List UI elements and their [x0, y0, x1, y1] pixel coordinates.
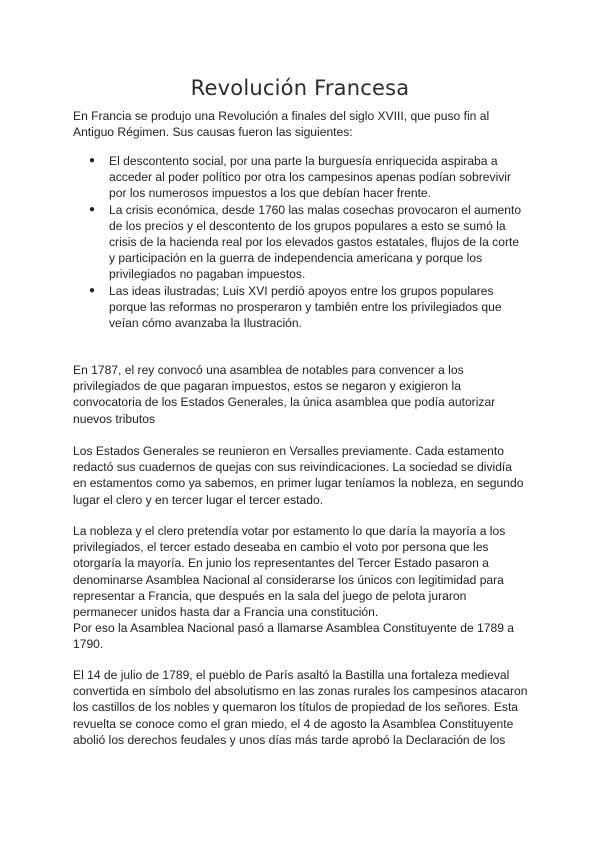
text-line: veían cómo avanzaba la Ilustración. [109, 316, 302, 331]
body-paragraph [73, 362, 543, 427]
text-line: El 14 de julio de 1789, el pueblo de París asaltó la Bastilla una fortaleza medieval [73, 668, 510, 682]
page-title: Revolución Francesa [190, 76, 410, 100]
list-item [73, 153, 543, 202]
text-line: convocatoria de los Estados Generales, la única asamblea que podía autorizar [73, 395, 496, 410]
text-line: Antiguo Régimen. Sus causas fueron las siguientes: [73, 125, 353, 140]
text-line: nuevos tributos [73, 411, 156, 426]
text-line: permanecer unidos hasta dar a Francia una constitución. [73, 605, 379, 620]
text-line: otorgaría la mayoría. En junio los representantes del Tercer Estado pasaron a [73, 556, 489, 571]
text-line: 1790. [73, 637, 104, 652]
text-line: crisis de la hacienda real por los elevados gastos estatales, flujos de la corte [109, 235, 520, 250]
text-line: Los Estados Generales se reunieron en Versalles previamente. Cada estamento [73, 444, 504, 458]
text-line: privilegiados de que pagaran impuestos, estos se negaron y exigieron la [73, 379, 461, 394]
text-line: los castillos de los nobles y quemaron los títulos de propiedad de los señores. Esta [73, 700, 519, 715]
text-line: en estamentos como ya sabemos, en primer lugar teníamos la nobleza, en segundo [73, 476, 524, 491]
text-line: Por eso la Asamblea Nacional pasó a llamarse Asamblea Constituyente de 1789 a [73, 621, 515, 636]
text-line: privilegiados no pagaban impuestos. [109, 267, 306, 282]
text-line: representar a Francia, que después en la sala del juego de pelota juraron [73, 588, 467, 603]
text-line: privilegiados, el tercer estado deseaba en cambio el voto por persona que les [73, 540, 489, 555]
text-line: La nobleza y el clero pretendía votar por estamento lo que daría la mayoría a los [73, 524, 506, 538]
text-line: lugar el clero y en tercer lugar el tercer estado. [73, 492, 324, 507]
body-paragraph [73, 523, 543, 653]
text-line: Las ideas ilustradas; Luis XVI perdió apoyos entre los grupos populares [109, 283, 494, 298]
bullet-icon: ● [89, 203, 96, 215]
text-line: revuelta se conoce como el gran miedo, el 4 de agosto la Asamblea Constituyente [73, 716, 514, 731]
text-line: acceder al poder político por otra los campesinos apenas podían sobrevivir [109, 170, 512, 185]
intro-paragraph [73, 108, 543, 140]
text-line: La crisis económica, desde 1760 las malas cosechas provocaron el aumento [109, 202, 522, 217]
body-paragraph [73, 443, 543, 508]
causes-list [73, 153, 543, 331]
list-item [73, 283, 543, 332]
text-line: En Francia se produjo una Revolución a finales del siglo XVIII, que puso fin al [73, 109, 490, 123]
text-line: En 1787, el rey convocó una asamblea de notables para convencer a los [73, 363, 464, 377]
text-line: por los numerosos impuestos a los que debían hacer frente. [109, 186, 432, 201]
list-item [73, 202, 543, 283]
body-paragraph [73, 667, 543, 748]
text-line: y participación en la guerra de independencia americana y porque los [109, 251, 483, 266]
bullet-icon: ● [89, 284, 96, 296]
text-line: porque las reformas no prosperaron y también entre los privilegiados que [109, 299, 502, 314]
text-line: abolió los derechos feudales y unos días más tarde aprobó la Declaración de los [73, 732, 506, 747]
text-line: El descontento social, por una parte la burguesía enriquecida aspiraba a [109, 154, 498, 168]
text-line: denominarse Asamblea Nacional al considerarse los únicos con legitimidad para [73, 572, 504, 587]
text-line: redactó sus cuadernos de quejas con sus reivindicaciones. La sociedad se dividía [73, 460, 513, 475]
bullet-icon: ● [89, 155, 96, 166]
text-line: de los precios y el descontento de los grupos populares a esto se sumó la [109, 218, 506, 233]
text-line: convertida en símbolo del absolutismo en las zonas rurales los campesinos atacaron [73, 684, 528, 699]
